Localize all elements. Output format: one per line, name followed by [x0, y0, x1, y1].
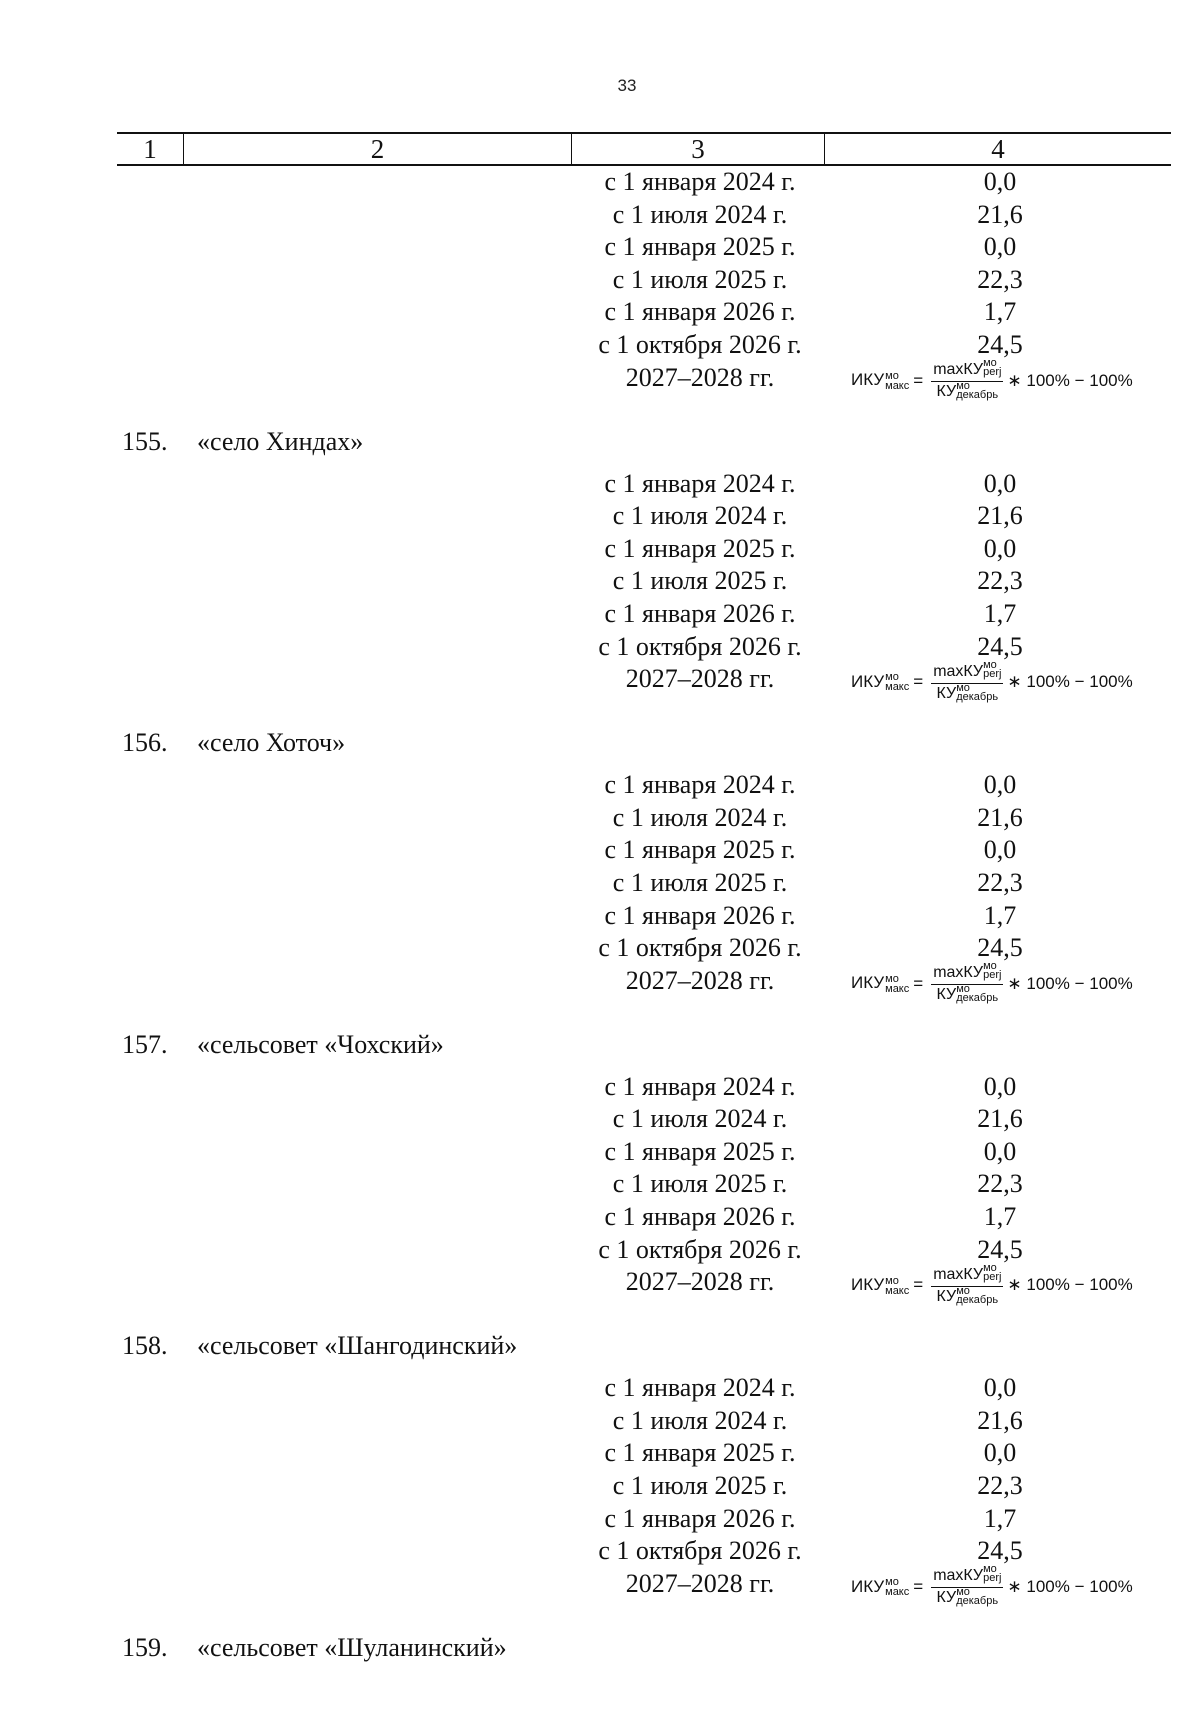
- period-date: с 1 января 2024 г.: [604, 468, 796, 498]
- formula-lhs-sup: мо: [885, 972, 899, 985]
- period-date: с 1 июля 2025 г.: [612, 867, 788, 897]
- formula-lhs: [851, 370, 909, 391]
- period-date: с 1 июля 2024 г.: [612, 501, 788, 531]
- period-date: с 1 января 2024 г.: [604, 770, 796, 800]
- period-date: с 1 января 2025 г.: [604, 232, 796, 262]
- table-row: [0, 166, 1200, 199]
- formula-num-main: maxКУ: [933, 1265, 984, 1283]
- formula-num-sup: мо: [983, 357, 997, 370]
- formula-num-sup: мо: [983, 960, 997, 973]
- formula-den-sup: мо: [956, 380, 970, 393]
- formula-num-indices: [983, 359, 1001, 377]
- index-value: 22,3: [977, 1169, 1023, 1199]
- settlement-number: 159.: [122, 1632, 168, 1662]
- period-date: с 1 января 2024 г.: [604, 1373, 796, 1403]
- formula-lhs-main: ИКУ: [851, 1576, 885, 1596]
- formula-numerator: [931, 1565, 1003, 1588]
- formula-lhs-sup: мо: [885, 1274, 899, 1287]
- formula-den-main: КУ: [936, 684, 957, 702]
- table-row: [0, 1470, 1200, 1503]
- table-body: [0, 166, 1200, 1674]
- formula-lhs-indices: [885, 1577, 909, 1597]
- table-row: [0, 598, 1200, 631]
- period-date: с 1 июля 2024 г.: [612, 1405, 788, 1435]
- formula-numerator: [931, 962, 1003, 985]
- formula-num-sub: perj: [983, 366, 1002, 379]
- formula: [851, 659, 1133, 705]
- formula-num-indices: [983, 1261, 1002, 1283]
- table-row: [0, 1071, 1200, 1104]
- settlement-row: [0, 1011, 1200, 1071]
- formula-row: [0, 1261, 1200, 1312]
- period-date: 2027–2028 гг.: [625, 1267, 775, 1297]
- period-date: с 1 июля 2024 г.: [612, 1104, 788, 1134]
- formula-num-main: maxКУ: [933, 1567, 984, 1585]
- formula-num-main: maxКУ: [933, 662, 984, 680]
- table-row: [0, 834, 1200, 867]
- index-value: 21,6: [977, 199, 1023, 229]
- table-row: [0, 533, 1200, 566]
- index-value: 21,6: [977, 501, 1023, 531]
- formula-fraction: [931, 1261, 1003, 1307]
- formula-lhs-sub: макс: [885, 681, 910, 694]
- table-row: [0, 900, 1200, 933]
- formula-denominator: [937, 1588, 999, 1608]
- period-date: 2027–2028 гг.: [625, 362, 775, 392]
- index-value: 1,7: [983, 598, 1017, 628]
- period-date: с 1 октября 2026 г.: [598, 631, 802, 661]
- formula-lhs-indices: [885, 371, 909, 391]
- formula-lhs: [851, 973, 909, 994]
- period-date: с 1 января 2026 г.: [604, 297, 796, 327]
- index-value: 24,5: [977, 1536, 1023, 1566]
- formula-equals: =: [913, 1275, 924, 1295]
- period-date: с 1 января 2026 г.: [604, 1202, 796, 1232]
- formula-num-sub: perj: [983, 1270, 1002, 1283]
- formula-numerator: [931, 658, 1003, 684]
- period-date: с 1 января 2026 г.: [604, 900, 796, 930]
- table-row: [0, 769, 1200, 802]
- table-row: [0, 199, 1200, 232]
- formula-den-sup: мо: [956, 681, 970, 694]
- index-value: 0,0: [983, 1136, 1017, 1166]
- formula-den-sub: декабрь: [956, 992, 999, 1005]
- table-row: [0, 264, 1200, 297]
- index-value: 24,5: [977, 631, 1023, 661]
- settlement-block: [0, 166, 1200, 408]
- index-value: 1,7: [983, 1503, 1017, 1533]
- formula-tail: ∗ 100% − 100%: [1007, 1576, 1133, 1596]
- formula-numerator: [931, 359, 1003, 382]
- formula-den-indices: [956, 1588, 998, 1606]
- index-value: 0,0: [983, 533, 1017, 563]
- formula-lhs: [851, 1577, 909, 1598]
- index-value: 22,3: [977, 566, 1023, 596]
- formula-den-sup: мо: [956, 1284, 970, 1297]
- formula-den-main: КУ: [936, 1287, 957, 1305]
- formula-lhs-sup: мо: [885, 1576, 899, 1589]
- formula-num-sup: мо: [983, 658, 997, 671]
- formula-equals: =: [913, 370, 924, 390]
- table-row: [0, 1168, 1200, 1201]
- formula-den-indices: [956, 382, 998, 400]
- settlement-block: [0, 1312, 1200, 1614]
- index-value: 0,0: [983, 1373, 1017, 1403]
- formula-den-indices: [956, 1284, 999, 1306]
- index-value: 0,0: [983, 1071, 1017, 1101]
- formula-lhs-sub: макс: [885, 1284, 910, 1297]
- index-value: 0,0: [983, 232, 1017, 262]
- formula-den-sub: декабрь: [956, 1595, 999, 1608]
- period-date: с 1 января 2025 г.: [604, 1438, 796, 1468]
- formula-lhs-main: ИКУ: [851, 1274, 885, 1294]
- formula-den-main: КУ: [936, 1589, 957, 1607]
- settlement-row: [0, 1312, 1200, 1372]
- formula-equals: =: [913, 973, 924, 993]
- formula-num-sub: perj: [983, 667, 1002, 680]
- formula-num-sub: perj: [983, 969, 1002, 982]
- formula-num-sub: perj: [983, 1572, 1002, 1585]
- formula-den-main: КУ: [936, 986, 957, 1004]
- header-col-1: 1: [117, 134, 184, 164]
- table-row: [0, 802, 1200, 835]
- formula-row: [0, 357, 1200, 408]
- index-value: 24,5: [977, 1234, 1023, 1264]
- period-date: с 1 января 2025 г.: [604, 533, 796, 563]
- settlement-name: «сельсовет «Шангодинский»: [197, 1331, 518, 1361]
- period-date: с 1 июля 2024 г.: [612, 199, 788, 229]
- formula-num-main: maxКУ: [933, 964, 984, 982]
- index-value: 22,3: [977, 264, 1023, 294]
- index-value: 1,7: [983, 297, 1017, 327]
- period-date: 2027–2028 гг.: [625, 1568, 775, 1598]
- index-value: 22,3: [977, 867, 1023, 897]
- table-row: [0, 565, 1200, 598]
- formula: [851, 1564, 1133, 1610]
- formula-lhs-indices: [885, 1276, 909, 1296]
- settlement-number: 158.: [122, 1331, 168, 1361]
- formula-lhs-indices: [885, 974, 909, 994]
- table-row: [0, 1372, 1200, 1405]
- formula-equals: =: [913, 1576, 924, 1596]
- period-date: с 1 октября 2026 г.: [598, 1234, 802, 1264]
- index-value: 0,0: [983, 770, 1017, 800]
- index-value: 0,0: [983, 468, 1017, 498]
- table-row: [0, 1405, 1200, 1438]
- settlement-name: «село Хиндах»: [197, 426, 364, 456]
- formula-num-sup: мо: [983, 1563, 997, 1576]
- formula-den-sup: мо: [956, 983, 970, 996]
- index-value: 22,3: [977, 1471, 1023, 1501]
- settlement-number: 157.: [122, 1029, 168, 1059]
- period-date: с 1 июля 2025 г.: [612, 1169, 788, 1199]
- index-value: 0,0: [983, 1438, 1017, 1468]
- formula-denominator: [936, 1284, 999, 1307]
- formula-num-indices: [983, 962, 1001, 980]
- settlement-number: 155.: [122, 426, 168, 456]
- formula-fraction: [931, 359, 1003, 402]
- formula-den-sub: декабрь: [956, 1293, 999, 1306]
- formula-lhs-sup: мо: [885, 671, 899, 684]
- period-date: с 1 января 2024 г.: [604, 1071, 796, 1101]
- table-row: [0, 1437, 1200, 1470]
- settlement-name: «сельсовет «Шуланинский»: [197, 1632, 507, 1662]
- formula-lhs-main: ИКУ: [851, 671, 885, 691]
- formula-fraction: [931, 962, 1003, 1005]
- table-row: [0, 1103, 1200, 1136]
- settlement-row: [0, 709, 1200, 769]
- formula: [851, 1262, 1133, 1308]
- formula-lhs-sub: макс: [885, 982, 910, 995]
- period-date: с 1 января 2025 г.: [604, 835, 796, 865]
- header-col-3: 3: [572, 134, 825, 164]
- page-number: 33: [617, 76, 637, 95]
- formula-fraction: [931, 1565, 1003, 1608]
- formula-tail: ∗ 100% − 100%: [1007, 672, 1133, 692]
- table-header: [117, 132, 1171, 166]
- period-date: 2027–2028 гг.: [625, 965, 775, 995]
- formula-lhs-sub: макс: [885, 379, 910, 392]
- formula-numerator: [931, 1261, 1003, 1287]
- formula-row: [0, 1563, 1200, 1614]
- header-col-4: 4: [991, 134, 1005, 164]
- period-date: с 1 октября 2026 г.: [598, 933, 802, 963]
- header-col-2: 2: [184, 134, 572, 164]
- formula-tail: ∗ 100% − 100%: [1007, 973, 1133, 993]
- table-row: [0, 468, 1200, 501]
- formula-lhs-sup: мо: [885, 369, 899, 382]
- index-value: 21,6: [977, 802, 1023, 832]
- formula-tail: ∗ 100% − 100%: [1007, 1275, 1133, 1295]
- settlement-row: [0, 1614, 1200, 1674]
- formula-lhs-sub: макс: [885, 1586, 910, 1599]
- formula-num-indices: [983, 658, 1002, 680]
- formula-den-sub: декабрь: [956, 690, 999, 703]
- formula-den-sub: декабрь: [956, 389, 999, 402]
- period-date: с 1 января 2026 г.: [604, 598, 796, 628]
- formula-equals: =: [913, 672, 924, 692]
- formula-fraction: [931, 658, 1003, 704]
- period-date: с 1 января 2026 г.: [604, 1503, 796, 1533]
- settlement-block: [0, 408, 1200, 710]
- table-row: [0, 1136, 1200, 1169]
- settlement-number: 156.: [122, 728, 168, 758]
- settlement-name: «село Хоточ»: [197, 728, 346, 758]
- formula-lhs: [851, 1275, 909, 1296]
- formula-denominator: [937, 382, 999, 402]
- formula-denominator: [936, 681, 999, 704]
- formula-lhs-main: ИКУ: [851, 973, 885, 993]
- formula: [851, 961, 1133, 1007]
- index-value: 24,5: [977, 933, 1023, 963]
- period-date: с 1 октября 2026 г.: [598, 329, 802, 359]
- formula-tail: ∗ 100% − 100%: [1007, 370, 1133, 390]
- period-date: с 1 июля 2025 г.: [612, 566, 788, 596]
- period-date: с 1 июля 2025 г.: [612, 264, 788, 294]
- index-value: 0,0: [983, 167, 1017, 196]
- formula-lhs-main: ИКУ: [851, 370, 885, 390]
- formula-num-indices: [983, 1565, 1001, 1583]
- period-date: с 1 июля 2024 г.: [612, 802, 788, 832]
- table-row: [0, 1201, 1200, 1234]
- settlement-row: [0, 408, 1200, 468]
- period-date: 2027–2028 гг.: [625, 664, 775, 694]
- settlement-name: «сельсовет «Чохский»: [197, 1029, 444, 1059]
- table-row: [0, 500, 1200, 533]
- period-date: с 1 января 2025 г.: [604, 1136, 796, 1166]
- formula-den-sup: мо: [956, 1586, 970, 1599]
- formula-lhs: [851, 672, 909, 693]
- table-row: [0, 1503, 1200, 1536]
- table-row: [0, 296, 1200, 329]
- table-row: [0, 231, 1200, 264]
- index-value: 1,7: [983, 1202, 1017, 1232]
- formula-denominator: [937, 985, 999, 1005]
- index-value: 0,0: [983, 835, 1017, 865]
- formula-lhs-indices: [885, 672, 909, 692]
- formula-row: [0, 658, 1200, 709]
- period-date: с 1 июля 2025 г.: [612, 1471, 788, 1501]
- settlement-block: [0, 709, 1200, 1011]
- index-value: 21,6: [977, 1405, 1023, 1435]
- period-date: с 1 января 2024 г.: [604, 167, 796, 196]
- settlement-block: [0, 1614, 1200, 1674]
- period-date: с 1 октября 2026 г.: [598, 1536, 802, 1566]
- settlement-block: [0, 1011, 1200, 1313]
- index-value: 1,7: [983, 900, 1017, 930]
- formula-num-main: maxКУ: [933, 361, 984, 379]
- formula-den-indices: [956, 681, 999, 703]
- formula-num-sup: мо: [983, 1261, 997, 1274]
- index-value: 24,5: [977, 329, 1023, 359]
- formula: [851, 358, 1133, 404]
- table-row: [0, 867, 1200, 900]
- index-value: 21,6: [977, 1104, 1023, 1134]
- formula-den-main: КУ: [936, 383, 957, 401]
- formula-row: [0, 960, 1200, 1011]
- formula-den-indices: [956, 985, 998, 1003]
